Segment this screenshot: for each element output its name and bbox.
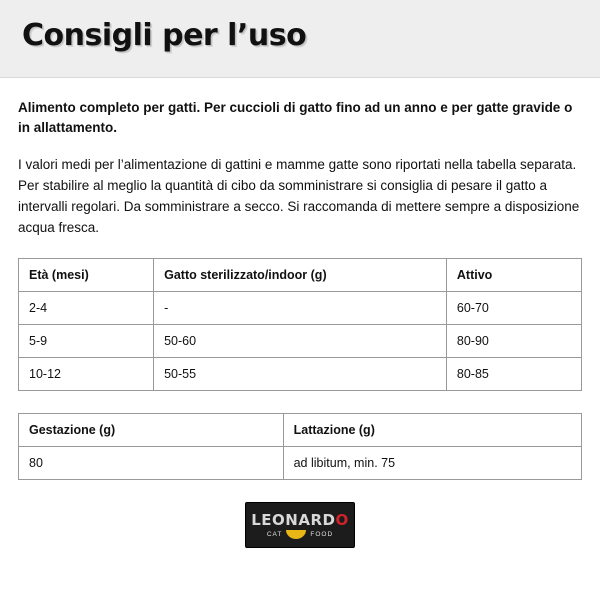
- table-row: [19, 292, 582, 325]
- logo-tagline-right: FOOD: [310, 530, 334, 538]
- page-header: [0, 0, 600, 78]
- cell-active: 60-70: [446, 292, 581, 325]
- logo-name-last: O: [335, 510, 349, 529]
- cell-neutered: 50-55: [154, 358, 447, 391]
- logo-tagline-left: CAT: [266, 530, 283, 538]
- logo-wordmark: [251, 512, 349, 528]
- table-row: [19, 358, 582, 391]
- cell-age: 10-12: [19, 358, 154, 391]
- body-paragraph: I valori medi per l’alimentazione di gattini e mamme gatte sono riportati nella tabella separata. Per stabilire al meglio la quantità di cibo da somministrare si consiglia di pesare il gatto a intervalli regolari. Da somministrare a secco. Si raccomanda di mettere sempre a disposizione acqua fresca.: [18, 157, 580, 235]
- cell-neutered: 50-60: [154, 325, 447, 358]
- table-row: [19, 325, 582, 358]
- cell-gestation: 80: [19, 447, 284, 480]
- brand-logo-container: [18, 502, 582, 548]
- feeding-table: [18, 258, 582, 391]
- page-content: [0, 78, 600, 548]
- column-header-gestation: Gestazione (g): [19, 414, 284, 447]
- leonardo-logo: [245, 502, 355, 548]
- column-header-active: Attivo: [446, 259, 581, 292]
- cell-neutered: -: [154, 292, 447, 325]
- cell-age: 5-9: [19, 325, 154, 358]
- lead-paragraph: Alimento completo per gatti. Per cuccioli di gatto fino ad un anno e per gatte gravide o in allattamento.: [18, 100, 573, 135]
- logo-name-main: LEONARD: [251, 510, 336, 529]
- cell-lactation: ad libitum, min. 75: [283, 447, 581, 480]
- gestation-table: [18, 413, 582, 480]
- page-title: Consigli per l’uso: [22, 18, 307, 53]
- column-header-lactation: Lattazione (g): [283, 414, 581, 447]
- logo-tagline: [267, 530, 333, 539]
- food-bowl-icon: [286, 530, 306, 539]
- column-header-neutered: Gatto sterilizzato/indoor (g): [154, 259, 447, 292]
- table-row: [19, 447, 582, 480]
- cell-age: 2-4: [19, 292, 154, 325]
- column-header-age: Età (mesi): [19, 259, 154, 292]
- cell-active: 80-85: [446, 358, 581, 391]
- table-header-row: [19, 259, 582, 292]
- table-header-row: [19, 414, 582, 447]
- cell-active: 80-90: [446, 325, 581, 358]
